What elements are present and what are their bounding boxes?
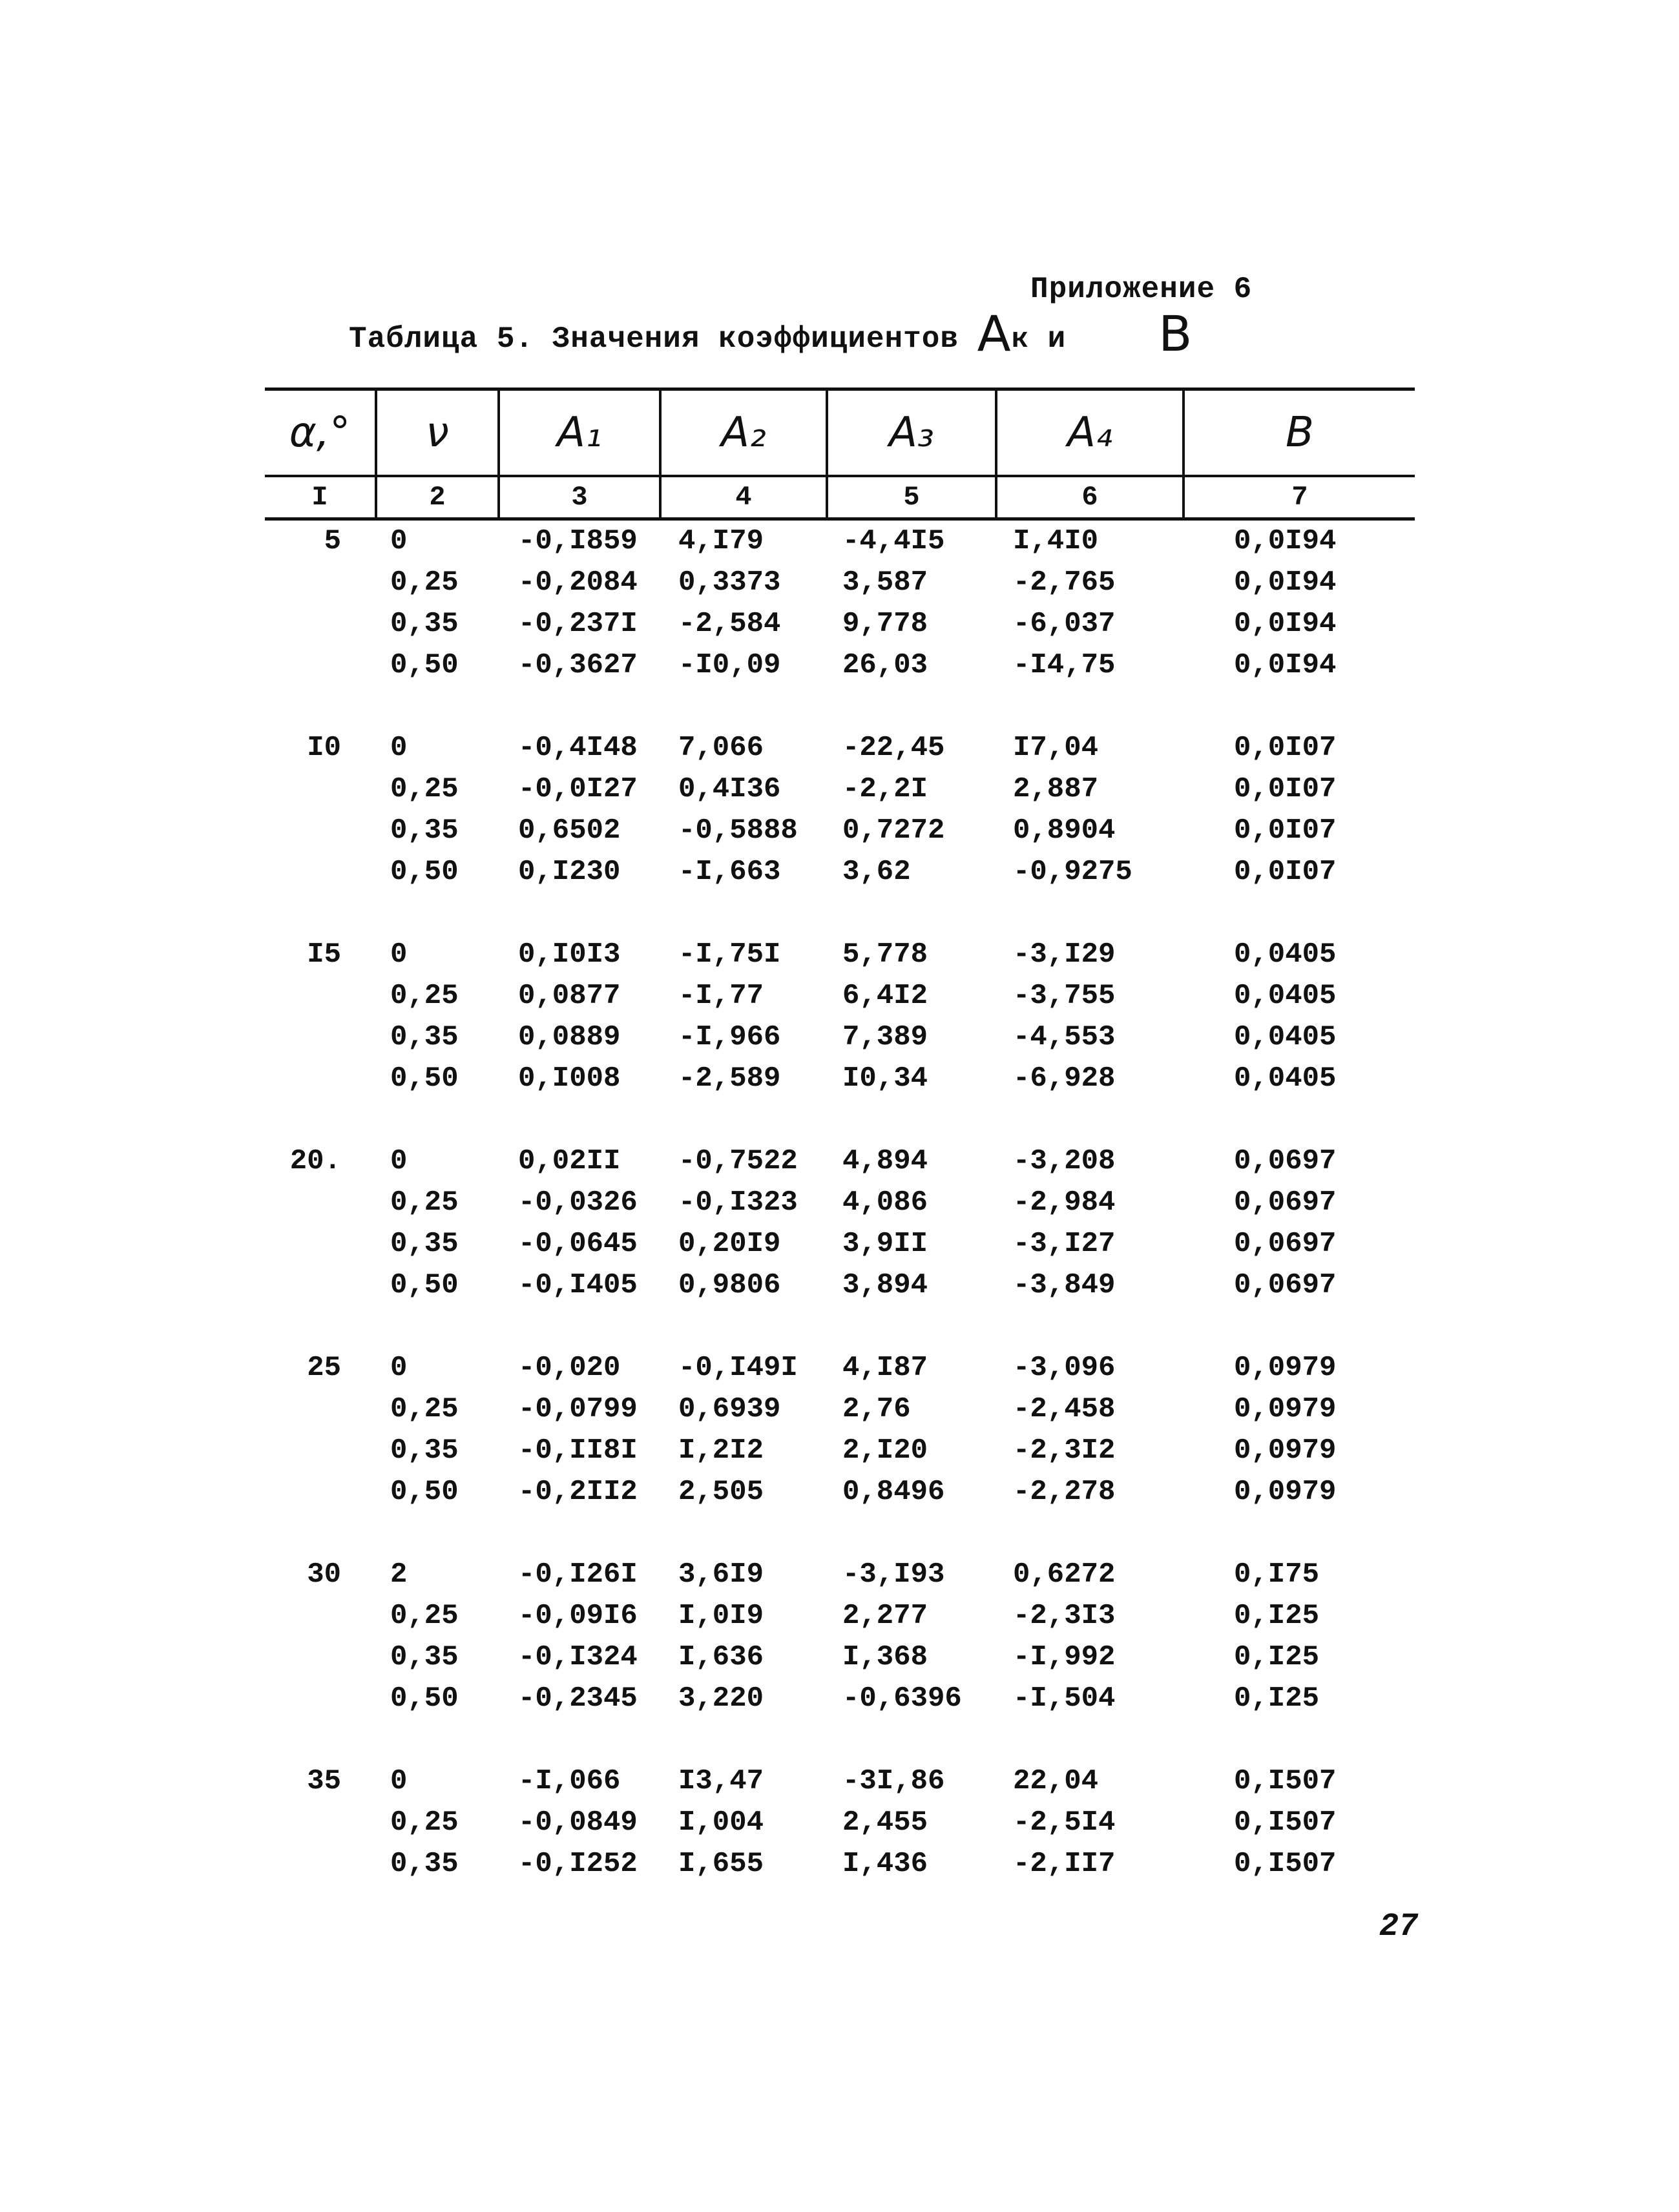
alpha-cell [265, 645, 375, 686]
table-cell: 0,25 [390, 773, 459, 805]
table-cell: 2,887 [1013, 773, 1099, 805]
table-cell: -0,237I [518, 608, 638, 640]
table-row [265, 1761, 1415, 1802]
table-cell: -3,I29 [1013, 938, 1116, 971]
table-cell: 0,0979 [1234, 1434, 1337, 1467]
table-cell: 7,389 [842, 1021, 928, 1053]
table-cell: -0,0799 [518, 1393, 638, 1425]
table-cell: 0 [390, 1145, 408, 1177]
table-cell: -22,45 [842, 732, 945, 764]
table-cell: -0,I859 [518, 525, 638, 557]
table-cell: 0,35 [390, 1641, 459, 1673]
table-cell: 0 [390, 1765, 408, 1797]
alpha-cell [265, 603, 375, 645]
table-cell: 0,25 [390, 980, 459, 1012]
table-row [265, 1223, 1415, 1265]
table-cell: 22,04 [1013, 1765, 1099, 1797]
table-cell: 0,02II [518, 1145, 621, 1177]
alpha-cell [265, 1430, 375, 1471]
table-cell: I,0I9 [678, 1600, 764, 1632]
table-cell: 0,6272 [1013, 1558, 1116, 1591]
table-cell: 7,066 [678, 732, 764, 764]
table-cell: 0,0405 [1234, 1021, 1337, 1053]
table-cell: 0 [390, 525, 408, 557]
table-cell: 0 [390, 732, 408, 764]
table-cell: 0,25 [390, 1186, 459, 1219]
table-cell: -6,928 [1013, 1062, 1116, 1095]
column-number-row [265, 477, 1415, 517]
table-cell: -0,5888 [678, 814, 798, 847]
table-row [265, 1017, 1415, 1058]
col-header-a3: A₃ [826, 391, 995, 475]
table-cell: -2,3I3 [1013, 1600, 1116, 1632]
col-header-a1: A₁ [497, 391, 659, 475]
table-row [265, 769, 1415, 810]
col-header-alpha: α,° [289, 409, 351, 457]
table-cell: -I,663 [678, 856, 781, 888]
table-cell: I7,04 [1013, 732, 1099, 764]
table-cell: -I,77 [678, 980, 764, 1012]
alpha-cell [265, 562, 375, 603]
table-cell: -2,458 [1013, 1393, 1116, 1425]
alpha-cell: 25 [307, 1352, 341, 1384]
table-cell: -4,4I5 [842, 525, 945, 557]
table-cell: 0,8496 [842, 1476, 945, 1508]
table-cell: 0,35 [390, 608, 459, 640]
col-number: 5 [826, 477, 995, 517]
table-row [265, 1802, 1415, 1843]
table-cell: 0,35 [390, 1434, 459, 1467]
table-cell: 0,I0I3 [518, 938, 621, 971]
table-cell: 0,0697 [1234, 1269, 1337, 1301]
table-cell: 0,50 [390, 1476, 459, 1508]
table-cell: -I,504 [1013, 1682, 1116, 1715]
table-cell: 0,25 [390, 1806, 459, 1839]
table-cell: 2,277 [842, 1600, 928, 1632]
table-cell: 0,I230 [518, 856, 621, 888]
alpha-cell [265, 769, 375, 810]
col-number: 4 [659, 477, 826, 517]
table-cell: -2,584 [678, 608, 781, 640]
table-cell: -0,0849 [518, 1806, 638, 1839]
coefficients-table [265, 388, 1415, 1885]
table-cell: I,2I2 [678, 1434, 764, 1467]
table-cell: -0,II8I [518, 1434, 638, 1467]
table-cell: I,4I0 [1013, 525, 1099, 557]
table-cell: 0,35 [390, 1848, 459, 1880]
table-cell: -0,09I6 [518, 1600, 638, 1632]
table-cell: 6,4I2 [842, 980, 928, 1012]
table-cell: 0,35 [390, 1021, 459, 1053]
table-cell: I,636 [678, 1641, 764, 1673]
col-header-a2: A₂ [659, 391, 826, 475]
group-gap [265, 1306, 1415, 1347]
appendix-label: Приложение 6 [1030, 273, 1253, 306]
group-gap [265, 1099, 1415, 1141]
table-cell: 0,25 [390, 1600, 459, 1632]
title-prefix: Таблица 5. Значения коэффициентов [349, 322, 959, 356]
table-cell: -0,020 [518, 1352, 621, 1384]
table-cell: 0,0I07 [1234, 732, 1337, 764]
table-row [265, 603, 1415, 645]
table-cell: -3,I27 [1013, 1228, 1116, 1260]
col-header-nu: ν [375, 391, 497, 475]
table-cell: 0,I507 [1234, 1765, 1337, 1797]
group-gap [265, 686, 1415, 727]
alpha-cell [265, 1843, 375, 1885]
alpha-cell [265, 810, 375, 851]
table-cell: 0,0979 [1234, 1476, 1337, 1508]
table-cell: -3,755 [1013, 980, 1116, 1012]
group-gap [265, 1719, 1415, 1761]
table-cell: 4,I79 [678, 525, 764, 557]
table-cell: -0,2084 [518, 566, 638, 599]
table-cell: -0,2345 [518, 1682, 638, 1715]
table-cell: -0,0645 [518, 1228, 638, 1260]
alpha-cell [265, 1389, 375, 1430]
table-cell: I,004 [678, 1806, 764, 1839]
col-number: I [311, 482, 328, 513]
table-cell: -3I,86 [842, 1765, 945, 1797]
table-cell: 3,894 [842, 1269, 928, 1301]
col-number: 6 [995, 477, 1182, 517]
table-cell: -I,966 [678, 1021, 781, 1053]
table-cell: -0,7522 [678, 1145, 798, 1177]
alpha-cell [265, 1017, 375, 1058]
table-cell: -2,3I2 [1013, 1434, 1116, 1467]
table-row [265, 934, 1415, 975]
alpha-cell: I5 [307, 938, 341, 971]
table-cell: 2,505 [678, 1476, 764, 1508]
table-row [265, 1430, 1415, 1471]
table-row [265, 1595, 1415, 1637]
table-cell: 0,9806 [678, 1269, 781, 1301]
table-row [265, 1389, 1415, 1430]
table-cell: 2,I20 [842, 1434, 928, 1467]
group-gap [265, 1513, 1415, 1554]
alpha-cell [265, 1058, 375, 1099]
table-cell: 0,0697 [1234, 1186, 1337, 1219]
table-cell: 0,0I94 [1234, 566, 1337, 599]
table-cell: 0,7272 [842, 814, 945, 847]
title-b-letter: B [1158, 305, 1193, 362]
table-cell: 4,086 [842, 1186, 928, 1219]
title-conj: и [1047, 322, 1067, 356]
table-cell: -0,I252 [518, 1848, 638, 1880]
table-cell: 4,894 [842, 1145, 928, 1177]
table-cell: -I4,75 [1013, 649, 1116, 681]
table-row [265, 727, 1415, 769]
table-cell: 0,0405 [1234, 1062, 1337, 1095]
table-cell: -0,0I27 [518, 773, 638, 805]
table-cell: 0,3373 [678, 566, 781, 599]
table-cell: -0,4I48 [518, 732, 638, 764]
table-cell: 2 [390, 1558, 408, 1591]
alpha-cell [265, 851, 375, 893]
table-cell: 0,0877 [518, 980, 621, 1012]
col-number: 3 [497, 477, 659, 517]
table-cell: 0,0I94 [1234, 608, 1337, 640]
title-ak-letter: A [977, 305, 1012, 362]
table-row [265, 975, 1415, 1017]
alpha-cell [265, 1637, 375, 1678]
table-cell: 0,35 [390, 814, 459, 847]
alpha-cell [265, 1223, 375, 1265]
table-cell: 0,I25 [1234, 1641, 1320, 1673]
table-cell: -I0,09 [678, 649, 781, 681]
table-cell: 3,9II [842, 1228, 928, 1260]
table-cell: I0,34 [842, 1062, 928, 1095]
table-cell: 0,0979 [1234, 1352, 1337, 1384]
table-cell: 2,76 [842, 1393, 911, 1425]
table-cell: 0,I008 [518, 1062, 621, 1095]
table-row [265, 1471, 1415, 1513]
table-cell: 4,I87 [842, 1352, 928, 1384]
table-cell: 0,0I94 [1234, 649, 1337, 681]
table-cell: 0,I25 [1234, 1600, 1320, 1632]
table-cell: 0,50 [390, 649, 459, 681]
table-cell: -6,037 [1013, 608, 1116, 640]
table-row [265, 810, 1415, 851]
table-row [265, 645, 1415, 686]
table-cell: -2,278 [1013, 1476, 1116, 1508]
col-number: 7 [1182, 477, 1415, 517]
table-cell: I,436 [842, 1848, 928, 1880]
table-cell: 0,0979 [1234, 1393, 1337, 1425]
alpha-cell: 35 [307, 1765, 341, 1797]
table-cell: 0,I507 [1234, 1806, 1337, 1839]
page-number: 27 [1379, 1908, 1419, 1945]
alpha-cell [265, 1678, 375, 1719]
table-row [265, 1637, 1415, 1678]
table-cell: 0,0405 [1234, 938, 1337, 971]
table-cell: I,655 [678, 1848, 764, 1880]
col-header-a4: A₄ [995, 391, 1182, 475]
table-cell: 26,03 [842, 649, 928, 681]
table-cell: 0,0697 [1234, 1145, 1337, 1177]
table-cell: -0,0326 [518, 1186, 638, 1219]
table-cell: 0,8904 [1013, 814, 1116, 847]
title-ak-sub: к [1011, 324, 1029, 356]
table-cell: 0,50 [390, 1062, 459, 1095]
table-body [265, 521, 1415, 1885]
table-cell: -0,3627 [518, 649, 638, 681]
table-cell: 0,0697 [1234, 1228, 1337, 1260]
table-cell: 0 [390, 1352, 408, 1384]
table-cell: 0,I507 [1234, 1848, 1337, 1880]
table-cell: 2,455 [842, 1806, 928, 1839]
table-row [265, 1347, 1415, 1389]
table-cell: -2,5I4 [1013, 1806, 1116, 1839]
table-cell: 0,25 [390, 1393, 459, 1425]
table-cell: 0,0I07 [1234, 773, 1337, 805]
table-cell: -3,208 [1013, 1145, 1116, 1177]
table-cell: 0,20I9 [678, 1228, 781, 1260]
table-cell: 0,I75 [1234, 1558, 1320, 1591]
table-cell: -2,589 [678, 1062, 781, 1095]
table-cell: 5,778 [842, 938, 928, 971]
table-cell: 0,35 [390, 1228, 459, 1260]
table-row [265, 1141, 1415, 1182]
table-cell: 3,6I9 [678, 1558, 764, 1591]
table-cell: 0,50 [390, 856, 459, 888]
table-cell: 0,0I94 [1234, 525, 1337, 557]
table-cell: 0,I25 [1234, 1682, 1320, 1715]
table-row [265, 562, 1415, 603]
table-cell: -2,765 [1013, 566, 1116, 599]
table-cell: I3,47 [678, 1765, 764, 1797]
table-cell: 0,6502 [518, 814, 621, 847]
table-cell: -2,984 [1013, 1186, 1116, 1219]
table-cell: -0,I26I [518, 1558, 638, 1591]
group-gap [265, 893, 1415, 934]
alpha-cell [265, 975, 375, 1017]
table-cell: -I,992 [1013, 1641, 1116, 1673]
table-cell: 0,4I36 [678, 773, 781, 805]
alpha-cell: I0 [307, 732, 341, 764]
table-cell: -2,2I [842, 773, 928, 805]
table-cell: 0,0I07 [1234, 814, 1337, 847]
table-cell: 3,62 [842, 856, 911, 888]
col-number: 2 [375, 477, 497, 517]
table-cell: -3,I93 [842, 1558, 945, 1591]
alpha-cell: 20. [289, 1145, 341, 1177]
table-cell: 9,778 [842, 608, 928, 640]
table-row [265, 1554, 1415, 1595]
table-cell: -I,066 [518, 1765, 621, 1797]
table-cell: 3,587 [842, 566, 928, 599]
table-cell: 3,220 [678, 1682, 764, 1715]
table-row [265, 1843, 1415, 1885]
table-cell: 0,50 [390, 1269, 459, 1301]
alpha-cell: 5 [324, 525, 341, 557]
table-cell: 0,25 [390, 566, 459, 599]
title-ak [977, 305, 1029, 362]
table-row [265, 1265, 1415, 1306]
alpha-cell [265, 1265, 375, 1306]
table-cell: 0,0889 [518, 1021, 621, 1053]
alpha-cell [265, 1471, 375, 1513]
alpha-cell [265, 1802, 375, 1843]
table-cell: 0 [390, 938, 408, 971]
table-row [265, 1058, 1415, 1099]
table-cell: -0,I323 [678, 1186, 798, 1219]
table-title [349, 305, 1193, 362]
alpha-cell [265, 1182, 375, 1223]
table-cell: -0,2II2 [518, 1476, 638, 1508]
table-row [265, 1182, 1415, 1223]
table-cell: -0,6396 [842, 1682, 962, 1715]
col-header-b: B [1182, 391, 1415, 475]
table-cell: -0,I324 [518, 1641, 638, 1673]
table-cell: -0,I49I [678, 1352, 798, 1384]
table-cell: -0,I405 [518, 1269, 638, 1301]
header-row [265, 391, 1415, 475]
table-cell: -3,849 [1013, 1269, 1116, 1301]
table-cell: -I,75I [678, 938, 781, 971]
table-cell: -3,096 [1013, 1352, 1116, 1384]
table-cell: 0,0405 [1234, 980, 1337, 1012]
table-cell: I,368 [842, 1641, 928, 1673]
table-cell: 0,0I07 [1234, 856, 1337, 888]
table-cell: -4,553 [1013, 1021, 1116, 1053]
table-cell: -2,II7 [1013, 1848, 1116, 1880]
table-row [265, 1678, 1415, 1719]
table-row [265, 521, 1415, 562]
table-cell: -0,9275 [1013, 856, 1132, 888]
table-cell: 0,50 [390, 1682, 459, 1715]
alpha-cell: 30 [307, 1558, 341, 1591]
table-row [265, 851, 1415, 893]
alpha-cell [265, 1595, 375, 1637]
table-cell: 0,6939 [678, 1393, 781, 1425]
